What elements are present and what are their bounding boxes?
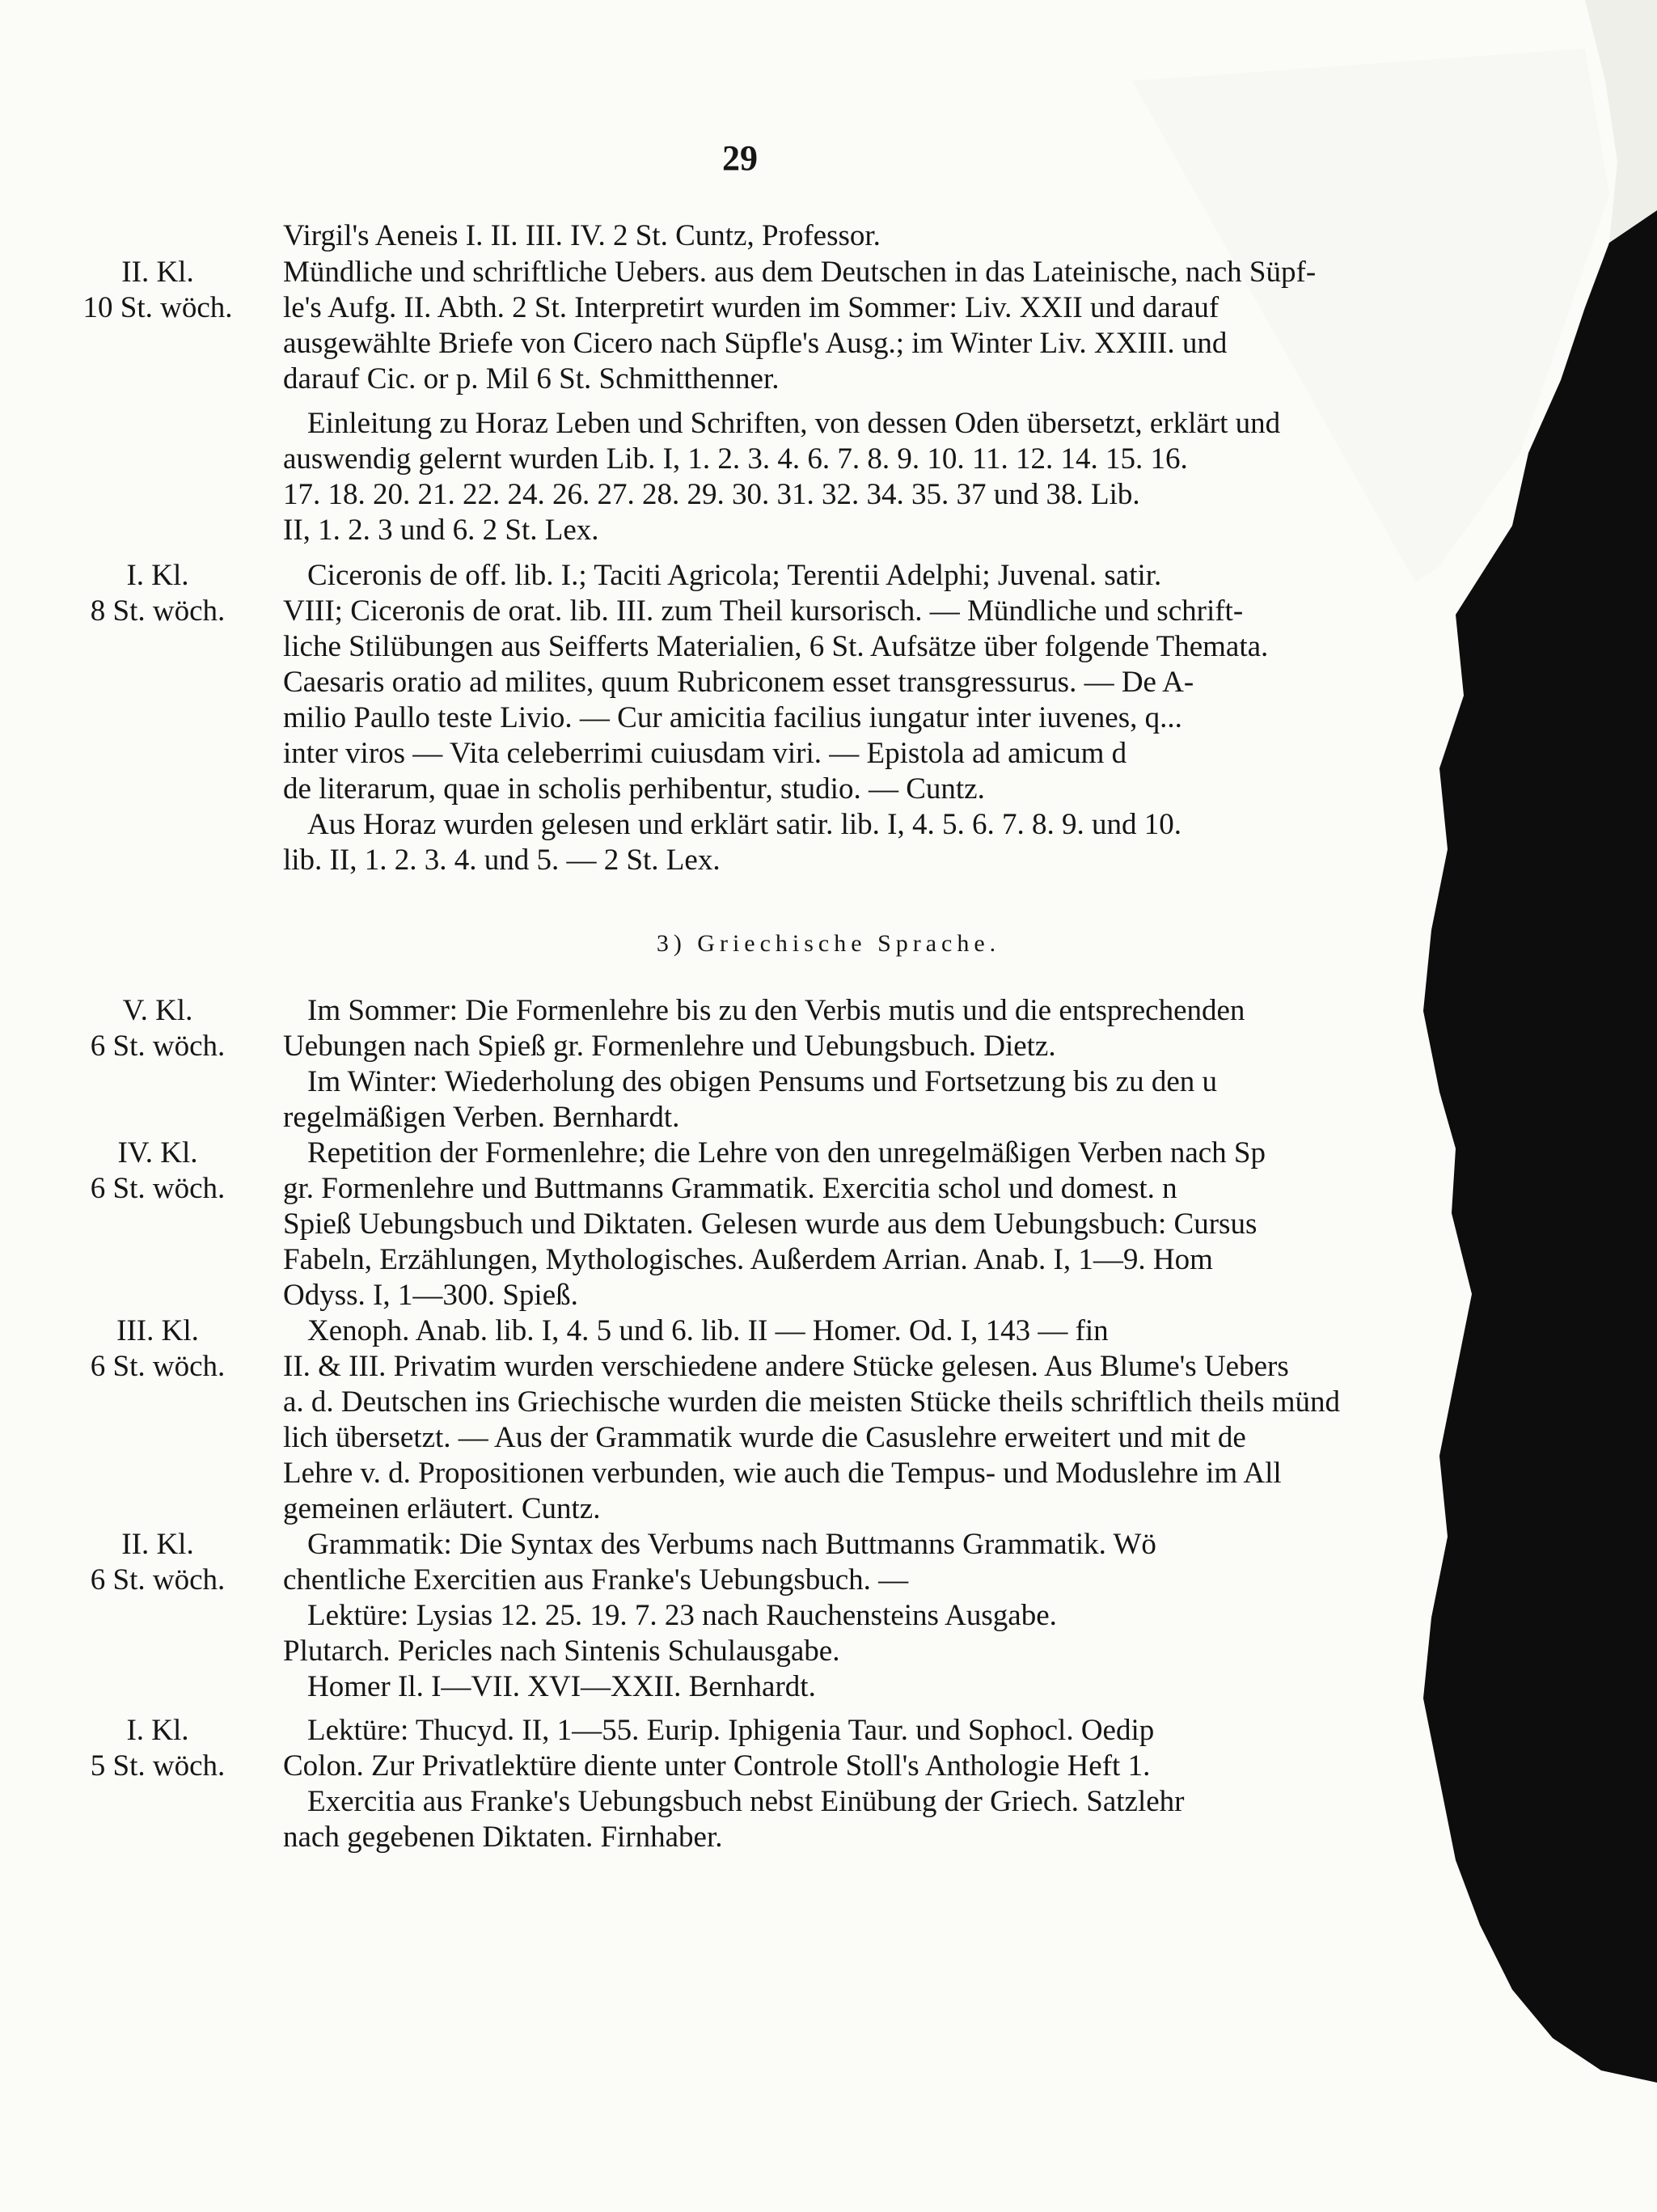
text-line: Odyss. I, 1—300. Spieß. xyxy=(283,1279,578,1312)
class-label: V. Kl. xyxy=(122,994,193,1027)
text-line: lib. II, 1. 2. 3. 4. und 5. — 2 St. Lex. xyxy=(283,844,721,877)
text-line: Grammatik: Die Syntax des Verbums nach Buttmanns Grammatik. Wö xyxy=(307,1528,1156,1561)
class-label: II. Kl. xyxy=(121,256,194,289)
text-line: chentliche Exercitien aus Franke's Uebungsbuch. — xyxy=(283,1563,909,1597)
text-line: liche Stilübungen aus Seifferts Materialien, 6 St. Aufsätze über folgende Themata. xyxy=(283,630,1269,663)
text-line: ausgewählte Briefe von Cicero nach Süpfle's Ausg.; im Winter Liv. XXIII. und xyxy=(283,327,1228,360)
text-line: Ciceronis de off. lib. I.; Taciti Agricola; Terentii Adelphi; Juvenal. satir. xyxy=(307,559,1162,592)
hours-label: 6 St. wöch. xyxy=(90,1350,226,1383)
text-line: lich übersetzt. — Aus der Grammatik wurde die Casuslehre erweitert und mit de xyxy=(283,1421,1246,1454)
page-number: 29 xyxy=(722,138,758,178)
text-line: Im Sommer: Die Formenlehre bis zu den Verbis mutis und die entsprechenden xyxy=(307,994,1245,1027)
text-line: auswendig gelernt wurden Lib. I, 1. 2. 3. 4. 6. 7. 8. 9. 10. 11. 12. 14. 15. 16. xyxy=(283,442,1188,476)
class-label: I. Kl. xyxy=(126,559,189,592)
class-label: II. Kl. xyxy=(121,1528,194,1561)
text-line: Fabeln, Erzählungen, Mythologisches. Außerdem Arrian. Anab. I, 1—9. Hom xyxy=(283,1243,1213,1276)
text-line: milio Paullo teste Livio. — Cur amicitia facilius iungatur inter iuvenes, q... xyxy=(283,701,1182,734)
text-line: Lehre v. d. Propositionen verbunden, wie auch die Tempus- und Moduslehre im All xyxy=(283,1457,1282,1490)
text-line: a. d. Deutschen ins Griechische wurden die meisten Stücke theils schriftlich theils münd xyxy=(283,1385,1341,1419)
text-line: nach gegebenen Diktaten. Firnhaber. xyxy=(283,1821,723,1854)
text-line: inter viros — Vita celeberrimi cuiusdam viri. — Epistola ad amicum d xyxy=(283,737,1127,770)
text-line: darauf Cic. or p. Mil 6 St. Schmitthenner. xyxy=(283,362,780,395)
text-line: VIII; Ciceronis de orat. lib. III. zum Theil kursorisch. — Mündliche und schrift- xyxy=(283,594,1244,628)
class-label: I. Kl. xyxy=(126,1714,189,1747)
text-line: Caesaris oratio ad milites, quum Rubriconem esset transgressurus. — De A- xyxy=(283,666,1194,699)
hours-label: 6 St. wöch. xyxy=(90,1030,226,1063)
text-line: Virgil's Aeneis I. II. III. IV. 2 St. Cuntz, Professor. xyxy=(283,219,881,252)
hours-label: 6 St. wöch. xyxy=(90,1172,226,1205)
text-line: gr. Formenlehre und Buttmanns Grammatik. Exercitia schol und domest. n xyxy=(283,1172,1177,1205)
text-line: Uebungen nach Spieß gr. Formenlehre und Uebungsbuch. Dietz. xyxy=(283,1030,1056,1063)
text-line: II, 1. 2. 3 und 6. 2 St. Lex. xyxy=(283,514,599,547)
text-line: Lektüre: Thucyd. II, 1—55. Eurip. Iphigenia Taur. und Sophocl. Oedip xyxy=(307,1714,1155,1747)
text-line: Aus Horaz wurden gelesen und erklärt satir. lib. I, 4. 5. 6. 7. 8. 9. und 10. xyxy=(307,808,1182,841)
text-line: Homer Il. I—VII. XVI—XXII. Bernhardt. xyxy=(307,1670,816,1703)
class-label: IV. Kl. xyxy=(117,1136,198,1169)
hours-label: 5 St. wöch. xyxy=(90,1749,226,1783)
text-line: gemeinen erläutert. Cuntz. xyxy=(283,1492,601,1525)
text-line: Colon. Zur Privatlektüre diente unter Controle Stoll's Anthologie Heft 1. xyxy=(283,1749,1151,1783)
section-heading: 3) Griechische Sprache. xyxy=(656,930,1001,957)
text-line: Exercitia aus Franke's Uebungsbuch nebst Einübung der Griech. Satzlehr xyxy=(307,1785,1185,1818)
text-line: Repetition der Formenlehre; die Lehre von den unregelmäßigen Verben nach Sp xyxy=(307,1136,1266,1169)
hours-label: 8 St. wöch. xyxy=(90,594,226,628)
text-line: Einleitung zu Horaz Leben und Schriften, von dessen Oden übersetzt, erklärt und xyxy=(307,407,1281,440)
text-line: Lektüre: Lysias 12. 25. 19. 7. 23 nach Rauchensteins Ausgabe. xyxy=(307,1599,1057,1632)
text-line: regelmäßigen Verben. Bernhardt. xyxy=(283,1101,680,1134)
text-line: Im Winter: Wiederholung des obigen Pensums und Fortsetzung bis zu den u xyxy=(307,1065,1218,1098)
text-line: Mündliche und schriftliche Uebers. aus dem Deutschen in das Lateinische, nach Süpf- xyxy=(283,256,1317,289)
text-line: le's Aufg. II. Abth. 2 St. Interpretirt wurden im Sommer: Liv. XXII und darauf xyxy=(283,291,1220,324)
text-line: 17. 18. 20. 21. 22. 24. 26. 27. 28. 29. 30. 31. 32. 34. 35. 37 und 38. Lib. xyxy=(283,478,1140,511)
text-line: de literarum, quae in scholis perhibentur, studio. — Cuntz. xyxy=(283,772,985,806)
hours-label: 6 St. wöch. xyxy=(90,1563,226,1597)
class-label: III. Kl. xyxy=(116,1314,199,1347)
hours-label: 10 St. wöch. xyxy=(82,291,233,324)
text-line: II. & III. Privatim wurden verschiedene andere Stücke gelesen. Aus Blume's Uebers xyxy=(283,1350,1289,1383)
text-line: Plutarch. Pericles nach Sintenis Schulausgabe. xyxy=(283,1635,840,1668)
text-line: Spieß Uebungsbuch und Diktaten. Gelesen wurde aus dem Uebungsbuch: Cursus xyxy=(283,1208,1258,1241)
text-line: Xenoph. Anab. lib. I, 4. 5 und 6. lib. II — Homer. Od. I, 143 — fin xyxy=(307,1314,1109,1347)
